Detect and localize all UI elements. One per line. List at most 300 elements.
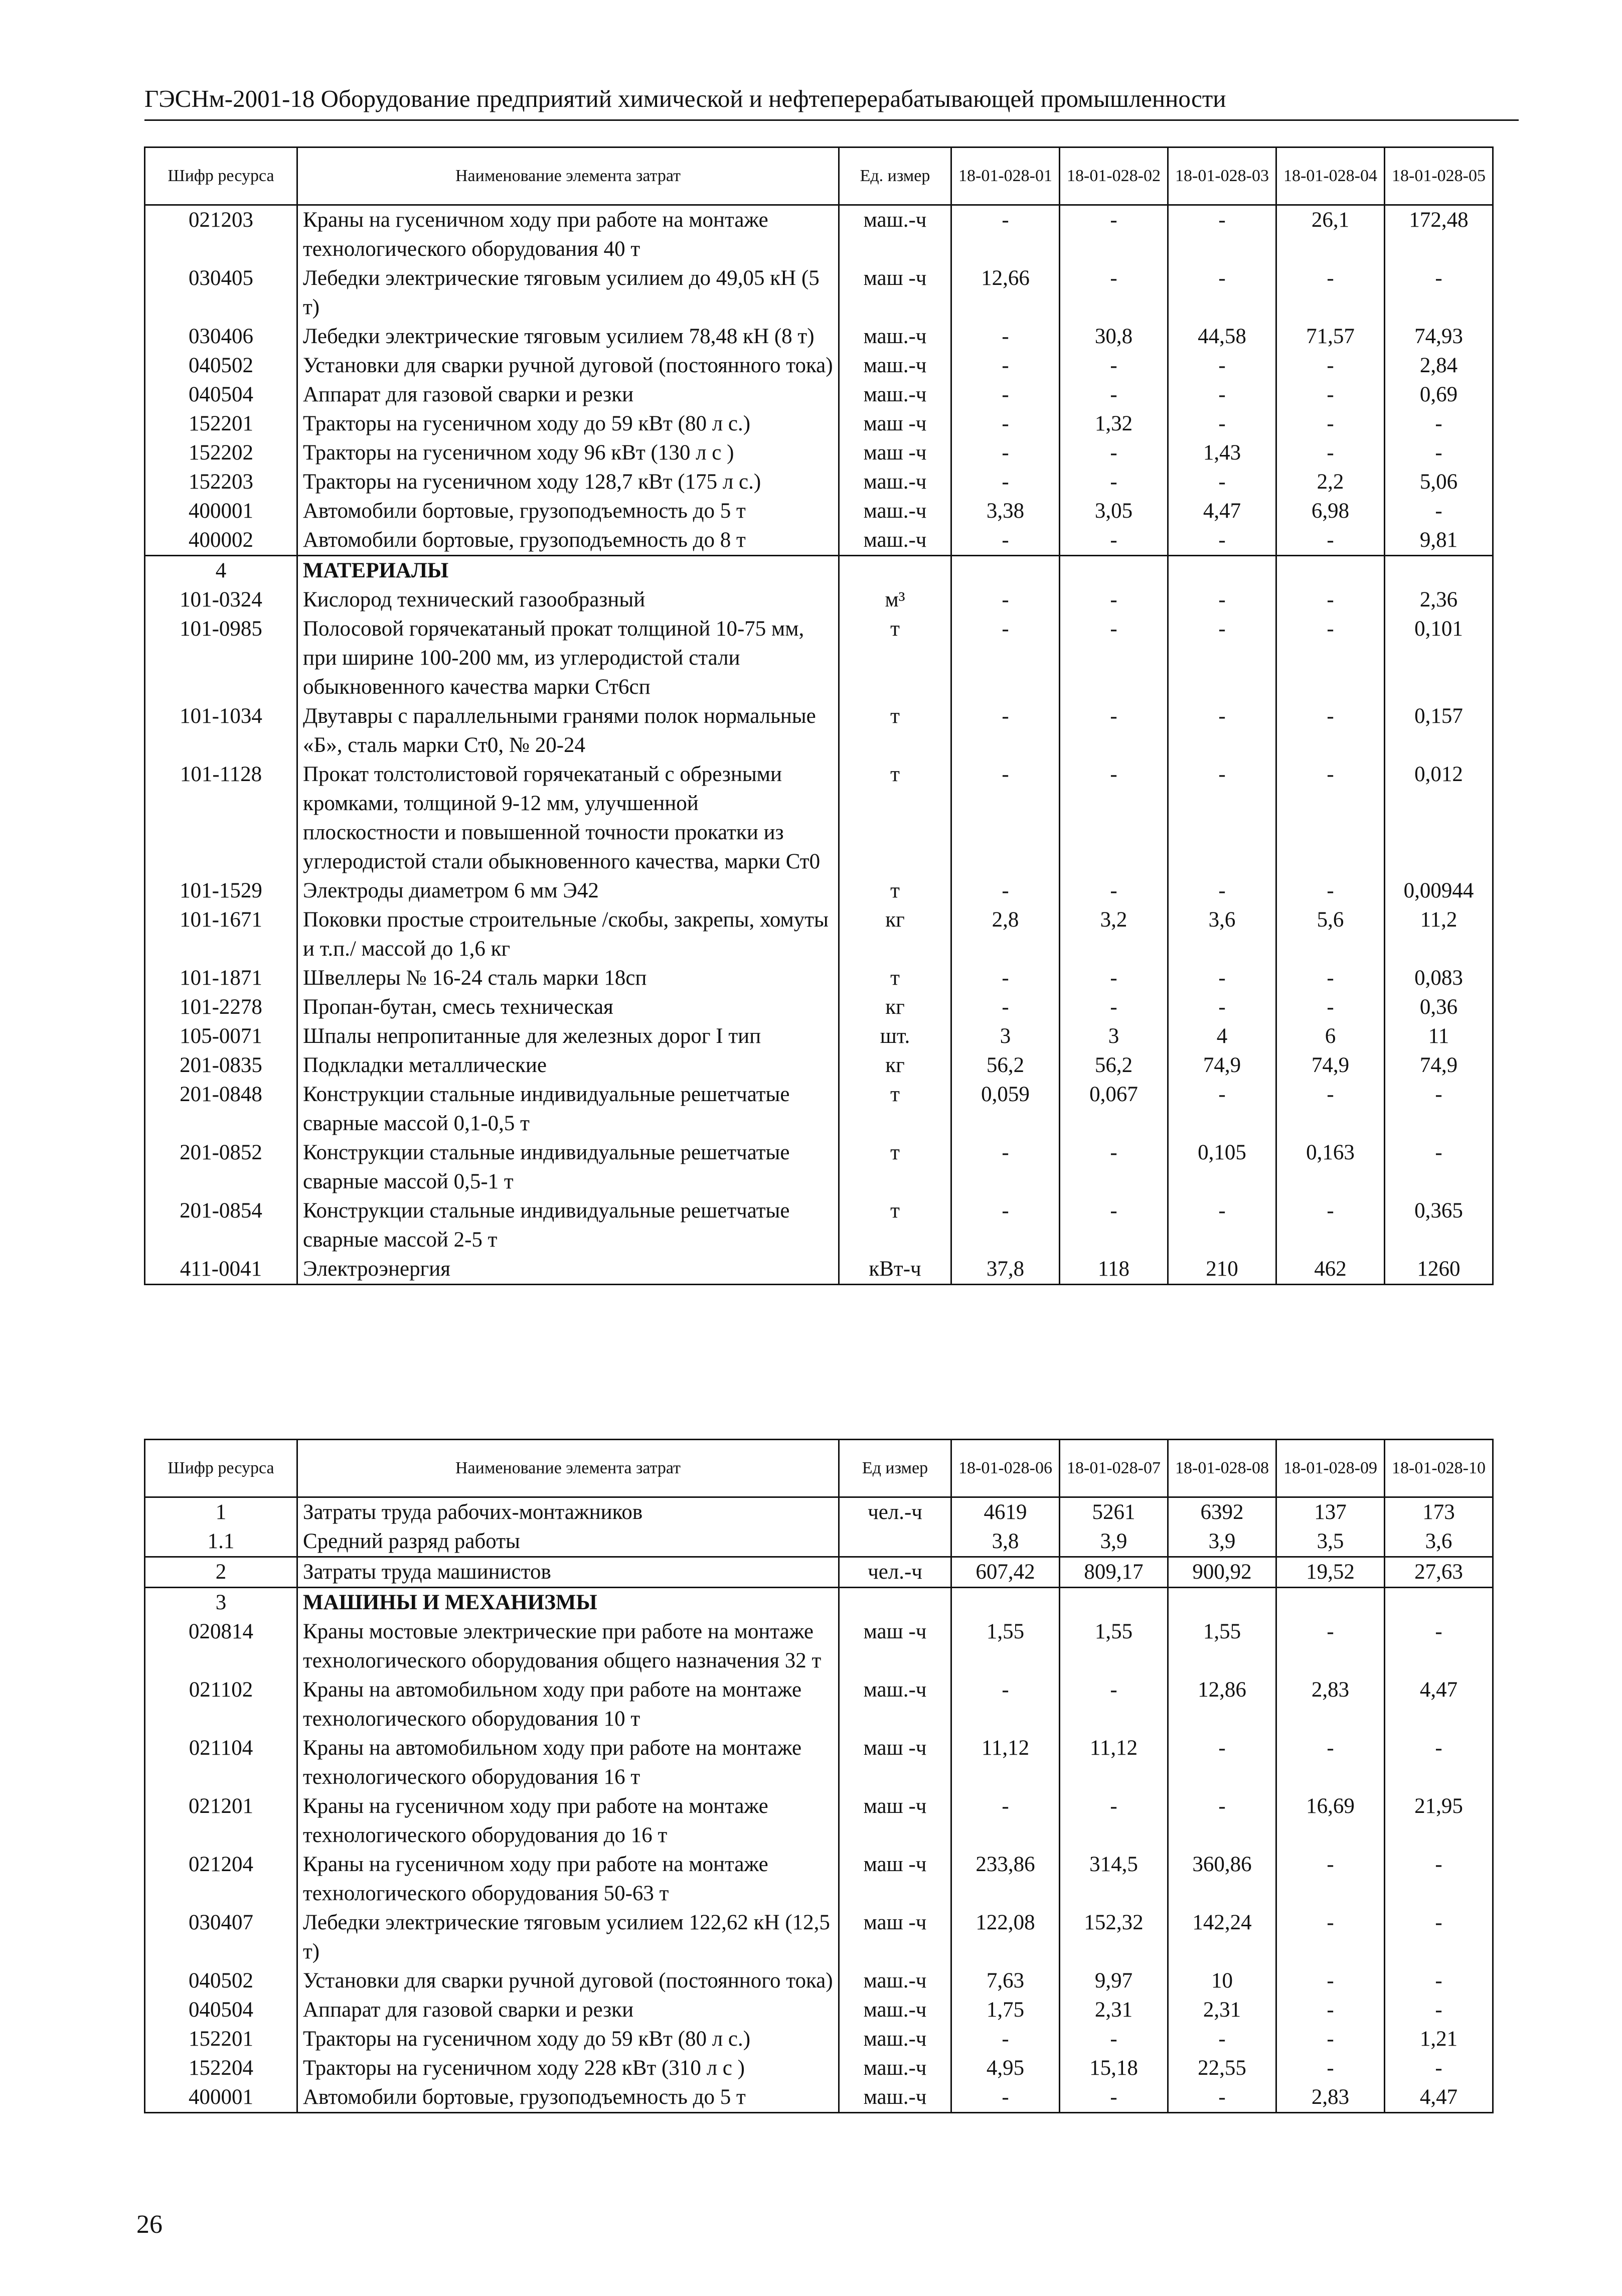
unit-cell: кг [839, 1051, 951, 1080]
section-row [145, 1588, 1493, 1618]
value-cell: - [951, 585, 1060, 615]
value-cell: 0,365 [1385, 1196, 1493, 1255]
value-cell: - [1385, 1850, 1493, 1908]
value-cell: 2,2 [1276, 468, 1385, 497]
value-cell: 0,059 [951, 1080, 1060, 1138]
resource-name-cell: Двутавры с параллельными гранями полок нормальные «Б», сталь марки Ст0, № 20-24 [297, 702, 839, 760]
value-cell: 142,24 [1168, 1908, 1276, 1966]
unit-cell: маш.-ч [839, 468, 951, 497]
table-row [145, 993, 1493, 1022]
table-header-row [145, 1440, 1493, 1497]
value-cell: 3,05 [1060, 497, 1168, 526]
table-row [145, 2025, 1493, 2054]
value-cell: 4,47 [1385, 1675, 1493, 1734]
resource-name-cell: Аппарат для газовой сварки и резки [297, 380, 839, 409]
unit-cell: маш.-ч [839, 351, 951, 380]
value-cell: 1,55 [951, 1617, 1060, 1675]
value-cell: 12,66 [951, 264, 1060, 322]
resource-table-2 [144, 1439, 1494, 2113]
value-cell: 15,18 [1060, 2054, 1168, 2083]
value-cell: - [1276, 1734, 1385, 1792]
resource-name-cell: Конструкции стальные индивидуальные решетчатые сварные массой 0,5-1 т [297, 1138, 839, 1196]
unit-cell: чел.-ч [839, 1497, 951, 1527]
value-cell: - [1385, 497, 1493, 526]
value-cell [1060, 556, 1168, 586]
resource-name-cell: Тракторы на гусеничном ходу 96 кВт (130 л с ) [297, 438, 839, 468]
unit-cell: маш -ч [839, 438, 951, 468]
resource-name-cell: Аппарат для газовой сварки и резки [297, 1996, 839, 2025]
value-cell: - [1385, 2054, 1493, 2083]
value-cell: - [1060, 1196, 1168, 1255]
header-col-3: 18-01-028-08 [1168, 1440, 1276, 1497]
value-cell: 1,32 [1060, 409, 1168, 438]
value-cell: 0,101 [1385, 615, 1493, 702]
value-cell: - [1060, 264, 1168, 322]
unit-cell: шт. [839, 1022, 951, 1051]
value-cell: 7,63 [951, 1966, 1060, 1996]
value-cell: 152,32 [1060, 1908, 1168, 1966]
resource-code-cell: 400001 [145, 2083, 297, 2113]
resource-name-cell: Краны на гусеничном ходу при работе на монтаже технологического оборудования до 16 т [297, 1792, 839, 1850]
value-cell: - [1276, 585, 1385, 615]
resource-code-cell: 101-0985 [145, 615, 297, 702]
resource-name-cell: Конструкции стальные индивидуальные решетчатые сварные массой 2-5 т [297, 1196, 839, 1255]
value-cell [1276, 1588, 1385, 1618]
value-cell: - [951, 1792, 1060, 1850]
resource-name-cell: МАШИНЫ И МЕХАНИЗМЫ [297, 1588, 839, 1618]
value-cell: 37,8 [951, 1255, 1060, 1285]
table-row [145, 526, 1493, 556]
resource-name-cell: Краны на автомобильном ходу при работе на монтаже технологического оборудования 16 т [297, 1734, 839, 1792]
value-cell: 3,9 [1060, 1527, 1168, 1557]
resource-code-cell: 3 [145, 1588, 297, 1618]
resource-name-cell: Подкладки металлические [297, 1051, 839, 1080]
value-cell: - [1060, 876, 1168, 905]
value-cell: 1,21 [1385, 2025, 1493, 2054]
value-cell [1385, 556, 1493, 586]
section-row [145, 556, 1493, 586]
value-cell: - [1168, 585, 1276, 615]
value-cell: 10 [1168, 1966, 1276, 1996]
table-row [145, 1792, 1493, 1850]
value-cell: 3 [951, 1022, 1060, 1051]
value-cell: 4,47 [1168, 497, 1276, 526]
resource-code-cell: 021104 [145, 1734, 297, 1792]
value-cell: 44,58 [1168, 322, 1276, 351]
table-row [145, 1675, 1493, 1734]
resource-name-cell: Краны на гусеничном ходу при работе на монтаже технологического оборудования 50-63 т [297, 1850, 839, 1908]
value-cell: - [951, 380, 1060, 409]
value-cell: 4,95 [951, 2054, 1060, 2083]
value-cell: 809,17 [1060, 1557, 1168, 1588]
value-cell: 5,6 [1276, 905, 1385, 964]
unit-cell: маш.-ч [839, 380, 951, 409]
resource-code-cell: 040502 [145, 1966, 297, 1996]
unit-cell: кВт-ч [839, 1255, 951, 1285]
value-cell: - [1168, 1734, 1276, 1792]
table-row [145, 1138, 1493, 1196]
value-cell: - [951, 2025, 1060, 2054]
resource-code-cell: 101-1034 [145, 702, 297, 760]
resource-name-cell: Шпалы непропитанные для железных дорог I тип [297, 1022, 839, 1051]
value-cell: 3,6 [1385, 1527, 1493, 1557]
value-cell: - [1060, 993, 1168, 1022]
resource-code-cell: 1 [145, 1497, 297, 1527]
resource-name-cell: Автомобили бортовые, грузоподъемность до 8 т [297, 526, 839, 556]
value-cell: - [1060, 2025, 1168, 2054]
unit-cell: маш -ч [839, 409, 951, 438]
resource-code-cell: 2 [145, 1557, 297, 1588]
value-cell: 210 [1168, 1255, 1276, 1285]
header-col-4: 18-01-028-04 [1276, 147, 1385, 205]
value-cell: 2,31 [1060, 1996, 1168, 2025]
value-cell: - [1168, 760, 1276, 876]
value-cell: 6 [1276, 1022, 1385, 1051]
value-cell: 26,1 [1276, 205, 1385, 264]
value-cell: 3,5 [1276, 1527, 1385, 1557]
table-row [145, 1557, 1493, 1588]
header-name: Наименование элемента затрат [297, 147, 839, 205]
value-cell: - [1060, 2083, 1168, 2113]
unit-cell: маш.-ч [839, 205, 951, 264]
unit-cell: маш -ч [839, 1908, 951, 1966]
value-cell [1168, 1588, 1276, 1618]
resource-name-cell: Краны на гусеничном ходу при работе на монтаже технологического оборудования 40 т [297, 205, 839, 264]
value-cell: - [951, 615, 1060, 702]
value-cell: 0,067 [1060, 1080, 1168, 1138]
resource-code-cell: 1.1 [145, 1527, 297, 1557]
value-cell [951, 556, 1060, 586]
resource-code-cell: 101-1128 [145, 760, 297, 876]
resource-code-cell: 040502 [145, 351, 297, 380]
value-cell: 3,6 [1168, 905, 1276, 964]
value-cell: - [1168, 702, 1276, 760]
resource-name-cell: Установки для сварки ручной дуговой (постоянного тока) [297, 351, 839, 380]
resource-code-cell: 101-1871 [145, 964, 297, 993]
table-row [145, 322, 1493, 351]
value-cell: - [1060, 964, 1168, 993]
value-cell: 360,86 [1168, 1850, 1276, 1908]
value-cell: 1,75 [951, 1996, 1060, 2025]
value-cell: - [1385, 1080, 1493, 1138]
value-cell: 4,47 [1385, 2083, 1493, 2113]
resource-code-cell: 411-0041 [145, 1255, 297, 1285]
header-col-1: 18-01-028-06 [951, 1440, 1060, 1497]
header-col-4: 18-01-028-09 [1276, 1440, 1385, 1497]
value-cell: 0,36 [1385, 993, 1493, 1022]
value-cell: - [1385, 1908, 1493, 1966]
resource-name-cell: Краны мостовые электрические при работе на монтаже технологического оборудования общего назначения 32 т [297, 1617, 839, 1675]
value-cell: - [1060, 468, 1168, 497]
unit-cell: т [839, 615, 951, 702]
value-cell: 6,98 [1276, 497, 1385, 526]
value-cell: 2,8 [951, 905, 1060, 964]
value-cell: - [1168, 876, 1276, 905]
value-cell: - [951, 438, 1060, 468]
table-row [145, 1080, 1493, 1138]
value-cell: - [951, 1138, 1060, 1196]
unit-cell: маш.-ч [839, 497, 951, 526]
value-cell: - [1168, 615, 1276, 702]
unit-cell: чел.-ч [839, 1557, 951, 1588]
value-cell: - [1276, 760, 1385, 876]
value-cell: 74,9 [1385, 1051, 1493, 1080]
resource-name-cell: Конструкции стальные индивидуальные решетчатые сварные массой 0,1-0,5 т [297, 1080, 839, 1138]
value-cell: 0,105 [1168, 1138, 1276, 1196]
value-cell: - [1168, 409, 1276, 438]
table-row [145, 1527, 1493, 1557]
resource-code-cell: 040504 [145, 1996, 297, 2025]
value-cell: - [951, 468, 1060, 497]
table-row [145, 205, 1493, 264]
unit-cell: т [839, 876, 951, 905]
value-cell: 11,12 [1060, 1734, 1168, 1792]
value-cell: - [1060, 585, 1168, 615]
resource-name-cell: Затраты труда рабочих-монтажников [297, 1497, 839, 1527]
value-cell: - [1276, 615, 1385, 702]
resource-code-cell: 101-1671 [145, 905, 297, 964]
resource-name-cell: Кислород технический газообразный [297, 585, 839, 615]
value-cell: - [1168, 468, 1276, 497]
table-row [145, 2083, 1493, 2113]
value-cell: - [1060, 351, 1168, 380]
resource-name-cell: Тракторы на гусеничном ходу 128,7 кВт (175 л с.) [297, 468, 839, 497]
value-cell: - [1385, 438, 1493, 468]
value-cell: 0,163 [1276, 1138, 1385, 1196]
value-cell: 4 [1168, 1022, 1276, 1051]
unit-cell: маш -ч [839, 1792, 951, 1850]
unit-cell: маш.-ч [839, 2083, 951, 2113]
unit-cell: маш.-ч [839, 1996, 951, 2025]
value-cell: 12,86 [1168, 1675, 1276, 1734]
table-row [145, 760, 1493, 876]
value-cell: 137 [1276, 1497, 1385, 1527]
page-number: 26 [136, 2210, 163, 2239]
resource-name-cell: Пропан-бутан, смесь техническая [297, 993, 839, 1022]
value-cell: - [1276, 1196, 1385, 1255]
table-row [145, 497, 1493, 526]
resource-code-cell: 152203 [145, 468, 297, 497]
value-cell: - [951, 876, 1060, 905]
value-cell: 71,57 [1276, 322, 1385, 351]
value-cell: - [1168, 993, 1276, 1022]
value-cell: - [1276, 876, 1385, 905]
value-cell: - [951, 351, 1060, 380]
header-col-1: 18-01-028-01 [951, 147, 1060, 205]
value-cell: 172,48 [1385, 205, 1493, 264]
unit-cell: маш -ч [839, 1850, 951, 1908]
value-cell: - [1276, 1996, 1385, 2025]
resource-name-cell: Тракторы на гусеничном ходу 228 кВт (310 л с ) [297, 2054, 839, 2083]
value-cell: 1,55 [1168, 1617, 1276, 1675]
value-cell: - [1168, 1080, 1276, 1138]
resource-name-cell: Средний разряд работы [297, 1527, 839, 1557]
table-row [145, 1908, 1493, 1966]
value-cell: - [951, 702, 1060, 760]
value-cell: 900,92 [1168, 1557, 1276, 1588]
value-cell: - [951, 964, 1060, 993]
value-cell: 607,42 [951, 1557, 1060, 1588]
value-cell: 11 [1385, 1022, 1493, 1051]
resource-name-cell: Полосовой горячекатаный прокат толщиной 10-75 мм, при ширине 100-200 мм, из углеродистой стали обыкновенного качества марки Ст6сп [297, 615, 839, 702]
header-col-3: 18-01-028-03 [1168, 147, 1276, 205]
header-col-5: 18-01-028-10 [1385, 1440, 1493, 1497]
value-cell [1060, 1588, 1168, 1618]
resource-code-cell: 400002 [145, 526, 297, 556]
resource-code-cell: 152202 [145, 438, 297, 468]
value-cell: - [1276, 993, 1385, 1022]
value-cell: - [951, 322, 1060, 351]
resource-table-1 [144, 146, 1494, 1285]
table-row [145, 351, 1493, 380]
value-cell: - [1276, 702, 1385, 760]
value-cell: - [1060, 1138, 1168, 1196]
resource-name-cell: Швеллеры № 16-24 сталь марки 18сп [297, 964, 839, 993]
resource-code-cell: 021102 [145, 1675, 297, 1734]
unit-cell: маш.-ч [839, 526, 951, 556]
unit-cell: т [839, 702, 951, 760]
value-cell: - [1060, 526, 1168, 556]
value-cell: 3 [1060, 1022, 1168, 1051]
resource-code-cell: 030406 [145, 322, 297, 351]
table-row [145, 1850, 1493, 1908]
table-header-row [145, 147, 1493, 205]
value-cell: 19,52 [1276, 1557, 1385, 1588]
value-cell: - [1060, 380, 1168, 409]
header-col-2: 18-01-028-07 [1060, 1440, 1168, 1497]
table-row [145, 1734, 1493, 1792]
resource-name-cell: Тракторы на гусеничном ходу до 59 кВт (80 л с.) [297, 409, 839, 438]
value-cell: - [1060, 760, 1168, 876]
value-cell: - [1276, 380, 1385, 409]
value-cell: - [1385, 1138, 1493, 1196]
unit-cell: маш -ч [839, 1617, 951, 1675]
value-cell: - [951, 2083, 1060, 2113]
value-cell: - [1276, 2025, 1385, 2054]
value-cell: - [951, 760, 1060, 876]
resource-code-cell: 030407 [145, 1908, 297, 1966]
value-cell: 9,97 [1060, 1966, 1168, 1996]
table-row [145, 964, 1493, 993]
resource-name-cell: Поковки простые строительные /скобы, закрепы, хомуты и т.п./ массой до 1,6 кг [297, 905, 839, 964]
resource-code-cell: 101-2278 [145, 993, 297, 1022]
value-cell: - [1276, 1080, 1385, 1138]
header-col-5: 18-01-028-05 [1385, 147, 1493, 205]
value-cell: 9,81 [1385, 526, 1493, 556]
value-cell: - [1168, 205, 1276, 264]
value-cell: - [1168, 380, 1276, 409]
value-cell [951, 1588, 1060, 1618]
resource-code-cell: 030405 [145, 264, 297, 322]
header-rule [144, 119, 1519, 121]
resource-code-cell: 020814 [145, 1617, 297, 1675]
value-cell: - [951, 1196, 1060, 1255]
unit-cell: т [839, 964, 951, 993]
value-cell: 27,63 [1385, 1557, 1493, 1588]
unit-cell: т [839, 1138, 951, 1196]
value-cell: 11,12 [951, 1734, 1060, 1792]
table-row [145, 1255, 1493, 1285]
value-cell: - [1276, 1850, 1385, 1908]
table-row [145, 1051, 1493, 1080]
value-cell: 3,9 [1168, 1527, 1276, 1557]
resource-name-cell: Лебедки электрические тяговым усилием до 49,05 кН (5 т) [297, 264, 839, 322]
resource-code-cell: 152201 [145, 2025, 297, 2054]
value-cell: - [1276, 1617, 1385, 1675]
unit-cell [839, 1527, 951, 1557]
header-code: Шифр ресурса [145, 1440, 297, 1497]
value-cell: 5261 [1060, 1497, 1168, 1527]
resource-name-cell: Электроэнергия [297, 1255, 839, 1285]
resource-code-cell: 201-0835 [145, 1051, 297, 1080]
table-row [145, 1966, 1493, 1996]
value-cell: 3,38 [951, 497, 1060, 526]
value-cell: 0,00944 [1385, 876, 1493, 905]
header-code: Шифр ресурса [145, 147, 297, 205]
value-cell: 74,9 [1276, 1051, 1385, 1080]
unit-cell: т [839, 1080, 951, 1138]
resource-name-cell: Автомобили бортовые, грузоподъемность до 5 т [297, 2083, 839, 2113]
resource-code-cell: 4 [145, 556, 297, 586]
running-header: ГЭСНм-2001-18 Оборудование предприятий химической и нефтеперерабатывающей промышленности [144, 85, 1226, 112]
value-cell: 2,36 [1385, 585, 1493, 615]
value-cell: - [1060, 1792, 1168, 1850]
resource-name-cell: Затраты труда машинистов [297, 1557, 839, 1588]
unit-cell: кг [839, 993, 951, 1022]
value-cell: - [1168, 964, 1276, 993]
resource-code-cell: 201-0848 [145, 1080, 297, 1138]
table-row [145, 1497, 1493, 1527]
value-cell: - [1385, 1734, 1493, 1792]
value-cell: 5,06 [1385, 468, 1493, 497]
value-cell: 122,08 [951, 1908, 1060, 1966]
resource-code-cell: 101-1529 [145, 876, 297, 905]
table-row [145, 905, 1493, 964]
table-row [145, 2054, 1493, 2083]
value-cell: 0,083 [1385, 964, 1493, 993]
value-cell: 0,012 [1385, 760, 1493, 876]
resource-code-cell: 201-0852 [145, 1138, 297, 1196]
value-cell: 1260 [1385, 1255, 1493, 1285]
header-col-2: 18-01-028-02 [1060, 147, 1168, 205]
resource-code-cell: 105-0071 [145, 1022, 297, 1051]
value-cell: 11,2 [1385, 905, 1493, 964]
unit-cell: маш.-ч [839, 1966, 951, 1996]
value-cell: - [1385, 409, 1493, 438]
table-row [145, 876, 1493, 905]
resource-code-cell: 040504 [145, 380, 297, 409]
value-cell: 56,2 [951, 1051, 1060, 1080]
table-row [145, 380, 1493, 409]
value-cell: - [1276, 264, 1385, 322]
value-cell: 4619 [951, 1497, 1060, 1527]
table-body [145, 1497, 1493, 2113]
value-cell: - [1060, 205, 1168, 264]
value-cell: - [951, 409, 1060, 438]
value-cell: - [951, 1675, 1060, 1734]
value-cell: - [1168, 526, 1276, 556]
value-cell: - [1385, 1966, 1493, 1996]
value-cell: - [1060, 438, 1168, 468]
resource-code-cell: 021203 [145, 205, 297, 264]
value-cell: 2,83 [1276, 1675, 1385, 1734]
resource-name-cell: Электроды диаметром 6 мм Э42 [297, 876, 839, 905]
table-row [145, 1996, 1493, 2025]
value-cell: 6392 [1168, 1497, 1276, 1527]
value-cell [1385, 1588, 1493, 1618]
value-cell: 462 [1276, 1255, 1385, 1285]
table-row [145, 264, 1493, 322]
